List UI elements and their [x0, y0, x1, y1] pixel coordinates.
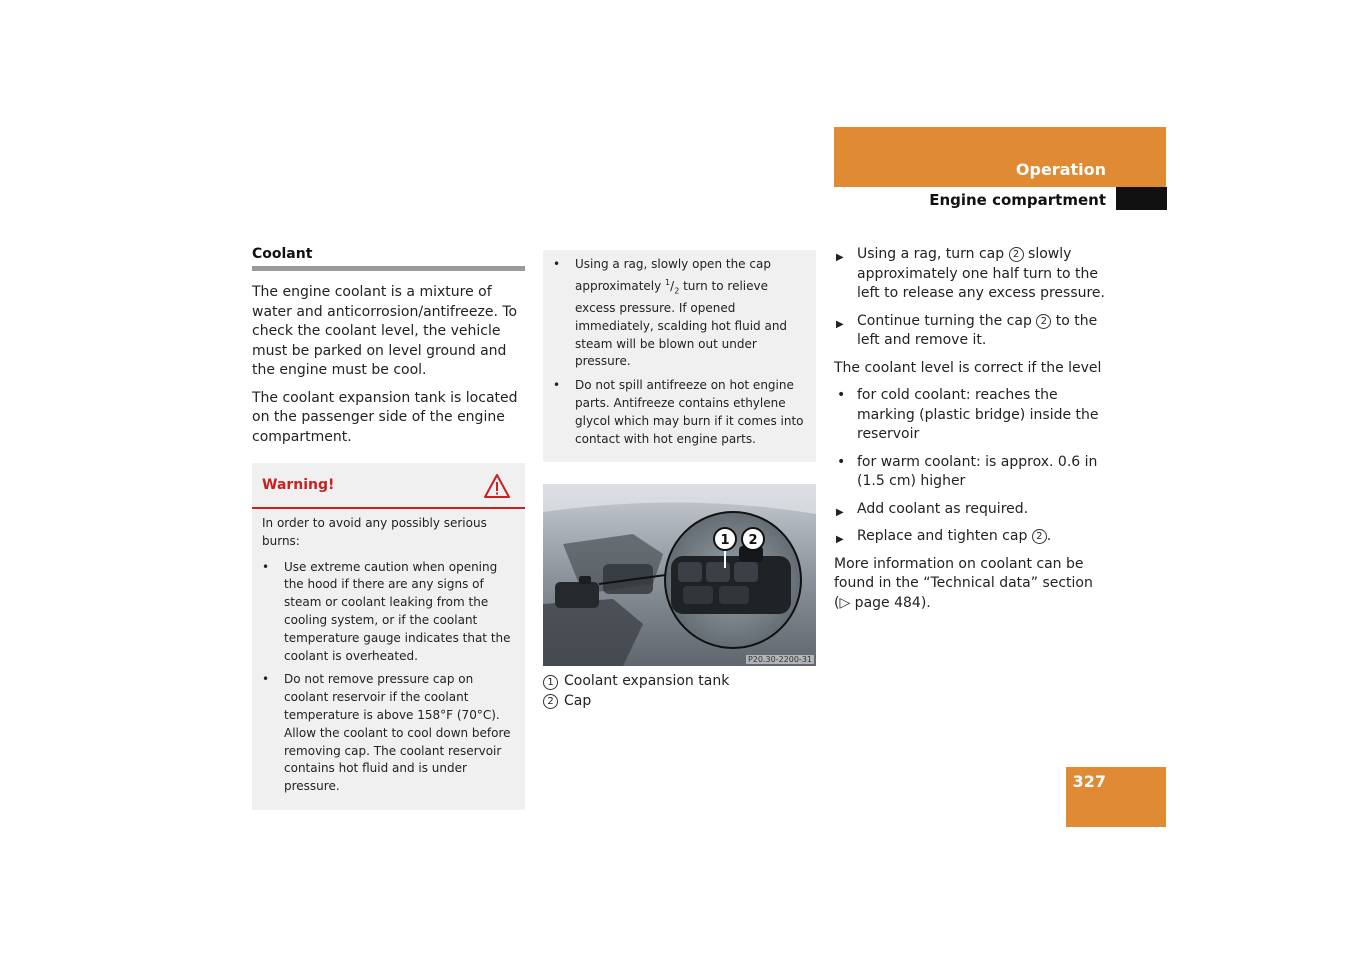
bullet-icon: • [553, 257, 561, 271]
fraction-denominator: 2 [674, 286, 680, 296]
callout-number-icon: 2 [1032, 529, 1047, 544]
bullet-icon: • [553, 378, 561, 393]
instruction-step: ▶ Continue turning the cap 2 to the left and remove it. [836, 312, 1098, 348]
warning-header [252, 463, 525, 509]
warning-title: Warning! [262, 477, 335, 493]
column-right [834, 245, 1109, 613]
callout-1-label: 1 [720, 533, 730, 549]
fraction-numerator: 1 [665, 277, 671, 287]
page-reference-link[interactable]: (▷ page 484). [834, 594, 931, 611]
photo-legend [543, 672, 816, 711]
page-number: 327 [1072, 772, 1106, 791]
step-arrow-icon: ▶ [836, 318, 844, 330]
column-middle [543, 250, 816, 711]
bullet-icon: • [262, 672, 270, 687]
callout-number-icon: 1 [543, 675, 558, 690]
legend-item [543, 672, 816, 692]
level-intro: The coolant level is correct if the level [834, 359, 1102, 376]
callout-number-icon: 2 [1009, 247, 1024, 262]
warning-list [252, 551, 525, 796]
bullet-icon: • [837, 387, 846, 403]
instruction-step: ▶ Using a rag, turn cap 2 slowly approximately one half turn to the left to release any excess pressure. [836, 246, 1105, 301]
warning-triangle-icon [483, 473, 511, 499]
column-left [252, 246, 525, 810]
tank-location-paragraph: The coolant expansion tank is located on the passenger side of the engine compartment. [252, 389, 518, 445]
list-item: • Do not remove pressure cap on coolant reservoir if the coolant temperature is above 158°F (70°C). Allow the coolant to cool down before removing cap. The coolant reservoir contains hot fluid and is under pressure. [262, 672, 511, 794]
callout-number-icon: 2 [1036, 314, 1051, 329]
coolant-intro-paragraph: The engine coolant is a mixture of water and anticorrosion/antifreeze. To check the coolant level, the vehicle must be parked on level ground and the engine must be cool. [252, 284, 518, 378]
step-arrow-icon: ▶ [836, 252, 844, 263]
bullet-icon: • [262, 559, 270, 574]
step-arrow-icon: ▶ [836, 506, 844, 518]
warning-intro: In order to avoid any possibly serious burns: [262, 516, 487, 548]
callout-2-label: 2 [748, 533, 758, 549]
instruction-step: ▶ Add coolant as required. [834, 500, 1109, 520]
warning-continuation-list [553, 256, 806, 448]
step-arrow-icon: ▶ [836, 534, 844, 545]
legend-item [543, 692, 816, 712]
engine-compartment-illustration [543, 484, 816, 666]
section-title: Operation [1015, 160, 1106, 179]
list-item: • Do not spill antifreeze on hot engine parts. Antifreeze contains ethylene glycol which may burn if it comes into contact with hot engine parts. [553, 378, 804, 446]
instruction-step: ▶ Replace and tighten cap 2 . [834, 527, 1109, 547]
legend-label: Cap [564, 692, 592, 709]
bullet-icon: • [837, 453, 846, 470]
subsection-title: Engine compartment [929, 191, 1106, 209]
coolant-heading: Coolant [252, 246, 525, 271]
legend-label: Coolant expansion tank [564, 673, 730, 690]
more-info-paragraph: More information on coolant can be found in the “Technical data” section (▷ page 484). [834, 555, 1093, 611]
header-tab-marker [1116, 187, 1167, 210]
coolant-tank-photo [543, 484, 816, 666]
warning-continuation-box [543, 250, 816, 462]
callout-number-icon: 2 [543, 694, 558, 709]
list-item: • Use extreme caution when opening the hood if there are any signs of steam or coolant leaking from the cooling system, or if the coolant temperature gauge indicates that the coolant is overheated. [262, 559, 511, 663]
warning-box [252, 463, 525, 810]
list-item: • Using a rag, slowly open the cap approximately $^1/_2$ turn to relieve excess pressure. If opened immediately, scalding hot fluid and steam will be blown out under pressure. [553, 257, 788, 369]
list-item: • for cold coolant: reaches the marking (plastic bridge) inside the reservoir [837, 387, 1099, 442]
header-banner [834, 127, 1166, 187]
list-item: • for warm coolant: is approx. 0.6 in (1.5 cm) higher [837, 453, 1098, 489]
photo-reference-code: P20.30-2200-31 [747, 655, 812, 665]
